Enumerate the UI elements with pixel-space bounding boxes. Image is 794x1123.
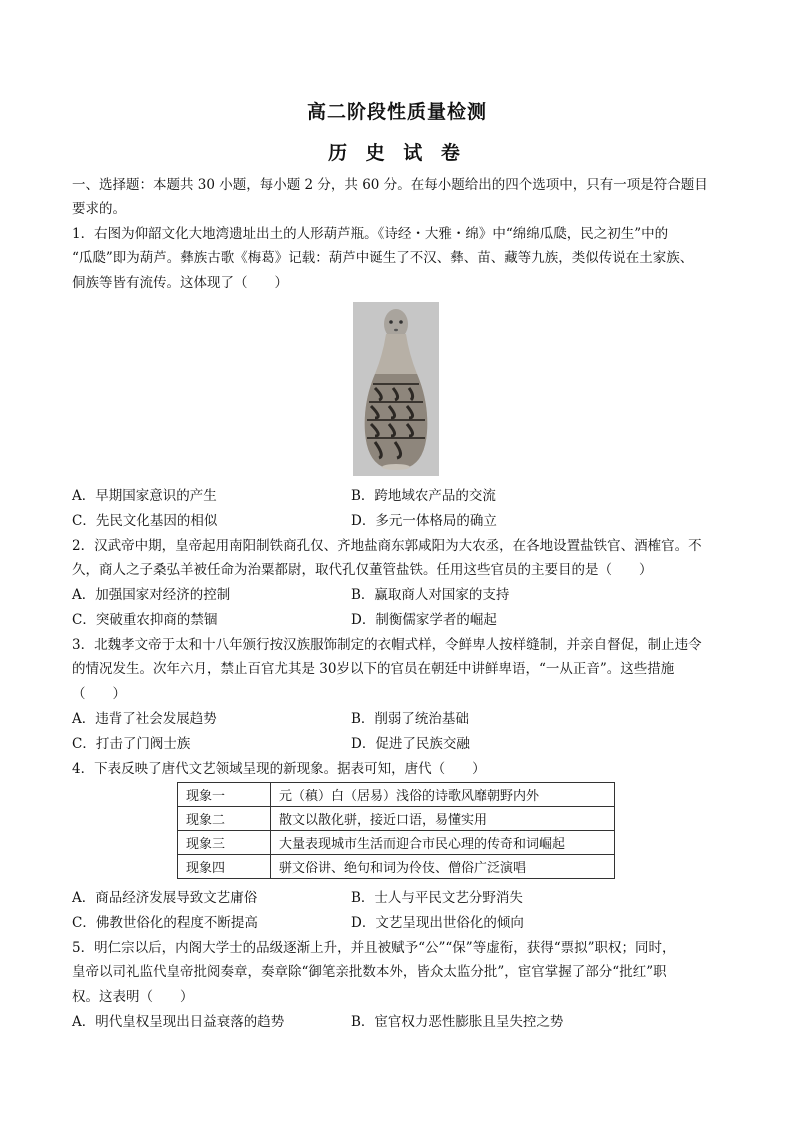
q3-stem-line-2: 的情况发生。次年六月，禁止百官尤其是 30岁以下的官员在朝廷中讲鲜卑语，“一从正音”。这些措施	[72, 661, 675, 677]
q2-option-a[interactable]: A．加强国家对经济的控制	[72, 587, 231, 603]
q3-stem-line-3: （ ）	[72, 686, 126, 702]
q1-option-b[interactable]: B．跨地域农产品的交流	[351, 488, 496, 504]
q3-option-d[interactable]: D．促进了民族交融	[351, 736, 470, 752]
table-cell-value: 大量表现城市生活而迎合市民心理的传奇和词崛起	[271, 831, 615, 855]
q3-option-a[interactable]: A．违背了社会发展趋势	[72, 711, 217, 727]
page-subtitle: 历 史 试 卷	[328, 142, 466, 164]
table-row	[178, 807, 615, 831]
q4-option-b[interactable]: B．士人与平民文艺分野消失	[351, 890, 523, 906]
table-cell-value: 散文以散化骈，接近口语，易懂实用	[271, 807, 615, 831]
q3-option-c[interactable]: C．打击了门阀士族	[72, 736, 191, 752]
q2-option-c[interactable]: C．突破重农抑商的禁锢	[72, 612, 218, 628]
q3-stem-line-1: 3．北魏孝文帝于太和十八年颁行按汉族服饰制定的衣帽式样，令鲜卑人按样缝制，并亲自督促，制止违令	[72, 637, 702, 653]
q2-option-b[interactable]: B．赢取商人对国家的支持	[351, 587, 510, 603]
q1-stem-line-2: “瓜瓞”即为葫芦。彝族古歌《梅葛》记载：葫芦中诞生了不汉、彝、苗、藏等九族，类似传说在土家族、	[72, 250, 694, 266]
q2-option-d[interactable]: D．制衡儒家学者的崛起	[351, 612, 497, 628]
table-cell-key: 现象一	[178, 783, 271, 807]
table-cell-key: 现象二	[178, 807, 271, 831]
table-cell-value: 元（稹）白（居易）浅俗的诗歌风靡朝野内外	[271, 783, 615, 807]
q1-stem-line-3: 侗族等皆有流传。这体现了（ ）	[72, 275, 288, 291]
phenomena-table	[177, 782, 615, 879]
table-row	[178, 783, 615, 807]
section-instruction-line-1: 一、选择题：本题共 30 小题，每小题 2 分，共 60 分。在每小题给出的四个选项中，只有一项是符合题目	[72, 177, 708, 193]
q1-option-c[interactable]: C．先民文化基因的相似	[72, 513, 218, 529]
q5-option-b[interactable]: B．宦官权力恶性膨胀且呈失控之势	[351, 1014, 564, 1030]
table-row	[178, 831, 615, 855]
q5-stem-line-1: 5．明仁宗以后，内阁大学士的品级逐渐上升，并且被赋予“公”“保”等虚衔，获得“票拟”职权；同时，	[72, 940, 676, 956]
table-cell-value: 骈文俗讲、绝句和词为伶伎、僧俗广泛演唱	[271, 855, 615, 879]
q1-stem-line-1: 1．右图为仰韶文化大地湾遗址出土的人形葫芦瓶。《诗经・大雅・绵》中“绵绵瓜瓞，民之初生”中的	[72, 226, 669, 242]
table-cell-key: 现象三	[178, 831, 271, 855]
q1-option-d[interactable]: D．多元一体格局的确立	[351, 513, 497, 529]
q4-option-d[interactable]: D．文艺呈现出世俗化的倾向	[351, 915, 524, 931]
q4-stem-line-1: 4．下表反映了唐代文艺领域呈现的新现象。据表可知，唐代（ ）	[72, 761, 486, 777]
table-cell-key: 现象四	[178, 855, 271, 879]
q3-option-b[interactable]: B．削弱了统治基础	[351, 711, 469, 727]
section-instruction-line-2: 要求的。	[72, 201, 126, 217]
q5-stem-line-2: 皇帝以司礼监代皇帝批阅奏章，奏章除“御笔亲批数本外，皆众太监分批”，宦官掌握了部分“批红”职	[72, 964, 667, 980]
q2-stem-line-2: 久，商人之子桑弘羊被任命为治粟都尉，取代孔仅董管盐铁。任用这些官员的主要目的是（ ）	[72, 562, 653, 578]
q4-option-c[interactable]: C．佛教世俗化的程度不断提高	[72, 915, 258, 931]
q1-option-a[interactable]: A．早期国家意识的产生	[72, 488, 217, 504]
q5-option-a[interactable]: A．明代皇权呈现出日益衰落的趋势	[72, 1014, 285, 1030]
table-row	[178, 855, 615, 879]
page-title: 高二阶段性质量检测	[306, 101, 487, 123]
q4-option-a[interactable]: A．商品经济发展导致文艺庸俗	[72, 890, 258, 906]
q5-stem-line-3: 权。这表明（ ）	[72, 989, 194, 1005]
q2-stem-line-1: 2．汉武帝中期，皇帝起用南阳制铁商孔仅、齐地盐商东郭咸阳为大农丞，在各地设置盐铁官、酒榷官。不	[72, 538, 702, 554]
gourd-vase-image	[353, 302, 439, 476]
